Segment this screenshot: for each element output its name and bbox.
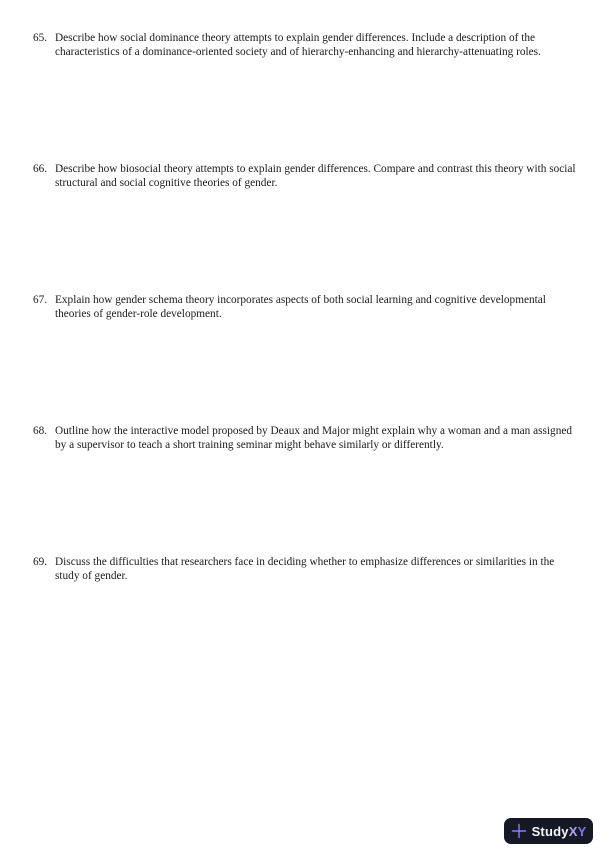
question-item-68 [33,424,579,452]
plus-icon [511,823,527,839]
question-text: Describe how biosocial theory attempts to explain gender differences. Compare and contrast this theory with social structural and social cognitive theories of gender. [55,163,576,189]
question-item-66 [33,162,579,190]
question-number: 68. [33,425,48,437]
question-text: Outline how the interactive model proposed by Deaux and Major might explain why a woman and a man assigned by a supervisor to teach a short training seminar might behave similarly or differently. [55,425,573,451]
question-item-69 [33,555,579,583]
brand-y: Y [577,823,587,839]
studyxy-logo-badge [504,818,593,844]
question-number: 66. [33,163,48,175]
question-number: 65. [33,32,48,44]
question-text: Explain how gender schema theory incorporates aspects of both social learning and cognitive developmental theories of gender-role development. [55,294,546,320]
question-text: Discuss the difficulties that researchers face in deciding whether to emphasize differences or similarities in the study of gender. [55,556,555,582]
question-text: Describe how social dominance theory attempts to explain gender differences. Include a description of the characteristics of a dominance-oriented society and of hierarchy-enhancing and hierarchy-attenuating roles. [55,32,541,58]
question-number: 69. [33,556,48,568]
brand-x: X [568,823,578,839]
brand-study: Study [531,823,569,839]
question-item-65 [33,31,579,59]
question-number: 67. [33,294,48,306]
brand-name [532,825,587,838]
question-list [33,31,579,686]
question-item-67 [33,293,579,321]
